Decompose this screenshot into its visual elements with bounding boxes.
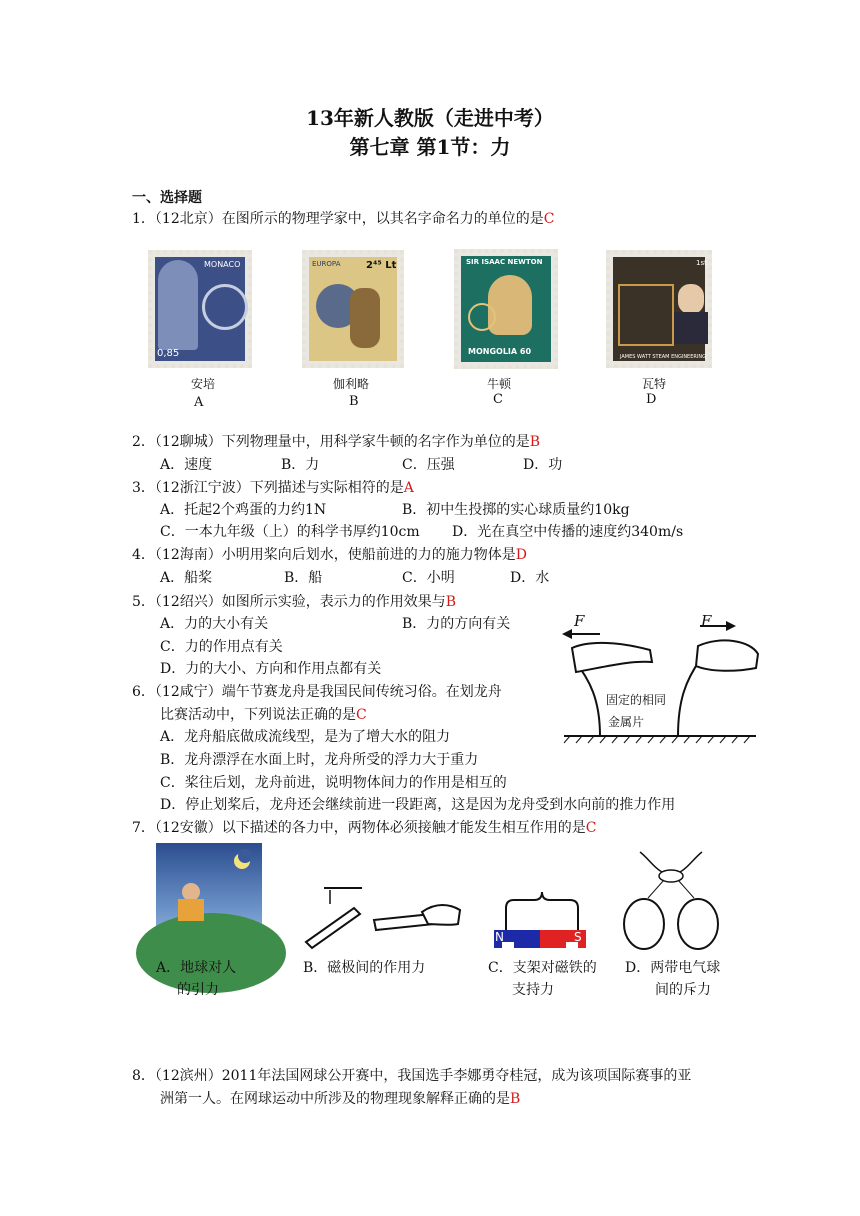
option-c: C．力的作用点有关: [160, 639, 283, 655]
magnet-n-label: N: [495, 930, 504, 944]
option-b: B．力的方向有关: [402, 616, 511, 632]
doc-subtitle: 第七章 第1节：力: [349, 135, 511, 159]
stamp-newton: SIR ISAAC NEWTON MONGOLIA 60: [454, 249, 558, 369]
stamp-watt: 1st JAMES WATT STEAM ENGINEERING: [606, 250, 712, 368]
caption-c-line2: 支持力: [512, 982, 554, 998]
question-4: 4．（12海南）小明用桨向后划水，使船前进的力的施力物体是D: [132, 547, 527, 563]
answer: C: [543, 211, 555, 227]
caption-watt: 瓦特: [642, 377, 667, 391]
question-6-cont: 比赛活动中，下列说法正确的是C: [160, 707, 367, 723]
stamp-galileo: EUROPA 2⁴⁵ Lt: [302, 250, 404, 368]
figure-label: 金属片: [608, 715, 645, 729]
doc-title: 13年新人教版（走进中考）: [306, 106, 554, 130]
charged-balloons-figure: [618, 848, 724, 952]
option-letter: D: [646, 392, 657, 407]
caption-ampere: 安培: [191, 377, 216, 391]
magnet-s-label: S: [574, 930, 582, 944]
option-letter: C: [493, 392, 503, 407]
figure-label: 固定的相同: [606, 693, 667, 707]
option-d: D．功: [523, 457, 563, 473]
question-stem: （12北京）在图所示的物理学家中，以其名字命名力的单位的是: [154, 211, 544, 227]
option-a: A．龙舟船底做成流线型，是为了增大水的阻力: [160, 729, 451, 745]
answer: D: [515, 547, 527, 563]
question-number: 1．: [132, 211, 155, 227]
question-5: 5．（12绍兴）如图所示实验，表示力的作用效果与B: [132, 594, 457, 610]
option-letter: B: [349, 394, 359, 409]
option-d: D．光在真空中传播的速度约340m/s: [452, 524, 684, 540]
question-1: [132, 209, 554, 229]
option-letter: A: [194, 395, 204, 410]
caption-d-line1: D．两带电气球: [625, 960, 721, 976]
option-b: B．力: [281, 457, 320, 473]
caption-b: B．磁极间的作用力: [303, 960, 426, 976]
option-c: C．压强: [402, 457, 455, 473]
question-2: 2．（12聊城）下列物理量中，用科学家牛顿的名字作为单位的是B: [132, 434, 541, 450]
caption-a-line2: 的引力: [177, 982, 219, 998]
magnet-poles-figure: [300, 880, 464, 950]
option-b: B．龙舟漂浮在水面上时，龙舟所受的浮力大于重力: [160, 752, 479, 768]
answer: B: [445, 594, 457, 610]
caption-d-line2: 间的斥力: [655, 982, 711, 998]
option-d: D．停止划桨后，龙舟还会继续前进一段距离，这是因为龙舟受到水向前的推力作用: [160, 797, 676, 813]
stamp-ampere: MONACO 0,85: [148, 250, 252, 368]
option-b: B．船: [284, 570, 323, 586]
option-a: A．力的大小有关: [160, 616, 269, 632]
option-c: C．桨往后划，龙舟前进，说明物体间力的作用是相互的: [160, 775, 507, 791]
metal-strip-figure: [560, 610, 770, 745]
option-c: C．一本九年级（上）的科学书厚约10cm: [160, 524, 420, 540]
answer: B: [529, 434, 541, 450]
option-a: A．托起2个鸡蛋的力约1N: [160, 502, 327, 518]
section-heading: 一、选择题: [132, 190, 202, 206]
question-8-cont: 洲第一人。在网球运动中所涉及的物理现象解释正确的是B: [160, 1091, 521, 1107]
caption-galileo: 伽利略: [333, 377, 370, 391]
caption-a-line1: A．地球对人: [156, 960, 237, 976]
answer: C: [356, 707, 367, 723]
question-6: 6．（12咸宁）端午节赛龙舟是我国民间传统习俗。在划龙舟: [132, 684, 502, 700]
option-b: B．初中生投掷的实心球质量约10kg: [402, 502, 630, 518]
force-label-left: F: [574, 612, 585, 630]
question-7: 7．（12安徽）以下描述的各力中，两物体必须接触才能发生相互作用的是C: [132, 820, 597, 836]
option-d: D．力的大小、方向和作用点都有关: [160, 661, 382, 677]
option-c: C．小明: [402, 570, 455, 586]
earth-person-image: [156, 843, 262, 953]
option-d: D．水: [510, 570, 550, 586]
force-label-right: F: [701, 612, 712, 630]
caption-newton: 牛顿: [487, 377, 512, 391]
question-8: 8．（12滨州）2011年法国网球公开赛中，我国选手李娜勇夺桂冠，成为该项国际赛事的亚: [132, 1068, 692, 1084]
option-a: A．船桨: [160, 570, 213, 586]
answer: B: [510, 1091, 521, 1107]
answer: A: [403, 480, 414, 496]
option-a: A．速度: [160, 457, 213, 473]
question-3: 3．（12浙江宁波）下列描述与实际相符的是A: [132, 480, 414, 496]
caption-c-line1: C．支架对磁铁的: [488, 960, 597, 976]
answer: C: [585, 820, 597, 836]
